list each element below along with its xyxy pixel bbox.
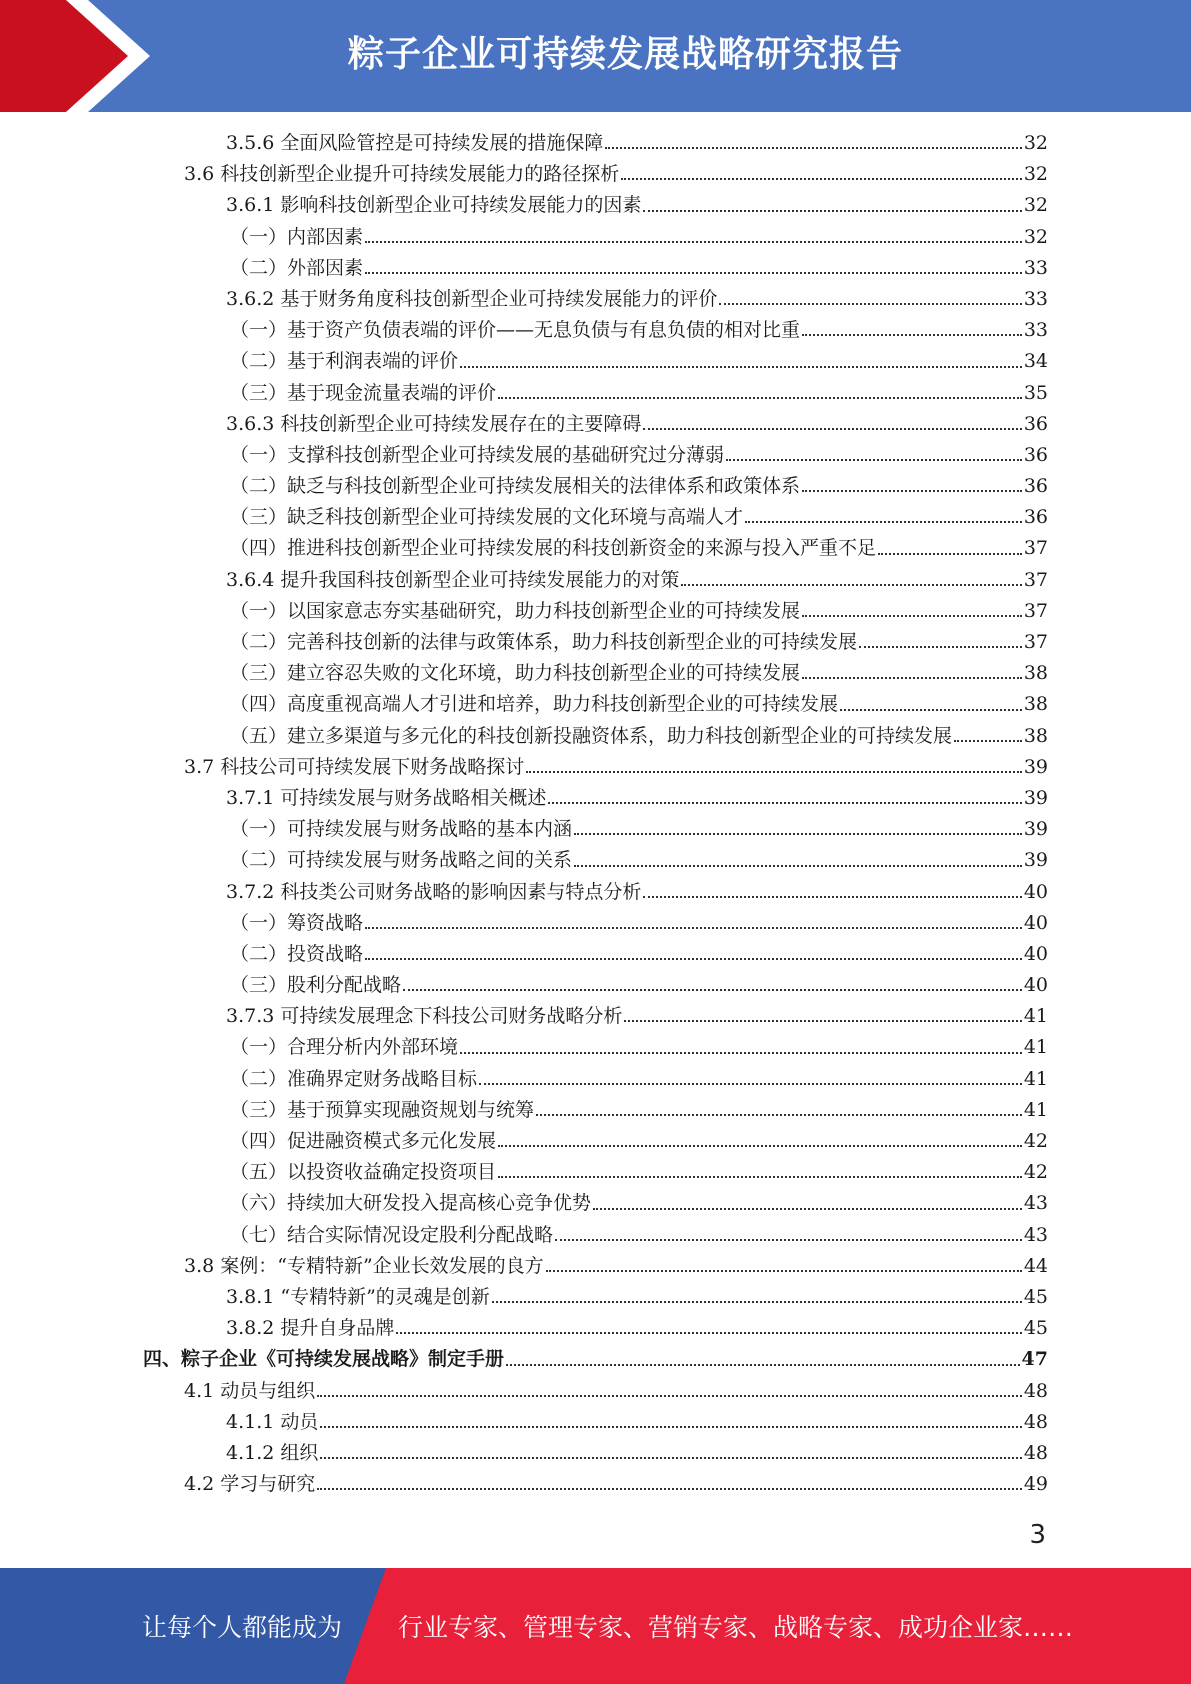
toc-entry-title: （一）可持续发展与财务战略的基本内涵 <box>230 818 573 841</box>
toc-dot-leader <box>498 1175 1022 1178</box>
toc-entry-title: 4.1 动员与组织 <box>184 1379 316 1402</box>
toc-dot-leader <box>859 645 1022 648</box>
toc-dot-leader <box>546 1269 1022 1272</box>
toc-entry-title: （二）准确界定财务战略目标 <box>230 1067 478 1090</box>
toc-entry-title: 4.1.1 动员 <box>226 1410 319 1433</box>
toc-entry-page: 43 <box>1023 1223 1048 1246</box>
toc-entry-title: （一）内部因素 <box>230 225 364 248</box>
toc-entry-title: 3.8.2 提升自身品牌 <box>226 1317 395 1340</box>
toc-entry-page: 34 <box>1023 350 1048 373</box>
toc-entry-page: 33 <box>1023 287 1048 310</box>
toc-dot-leader <box>643 895 1021 898</box>
toc-entry-page: 36 <box>1023 475 1048 498</box>
toc-entry-page: 33 <box>1023 319 1048 342</box>
toc-entry-title: （四）推进科技创新型企业可持续发展的科技创新资金的来源与投入严重不足 <box>230 537 877 560</box>
toc-entry[interactable] <box>0 284 1191 315</box>
toc-entry[interactable] <box>0 970 1191 1001</box>
toc-dot-leader <box>365 271 1022 274</box>
toc-entry-page: 40 <box>1023 911 1048 934</box>
toc-dot-leader <box>526 770 1022 773</box>
toc-entry[interactable] <box>0 440 1191 471</box>
toc-entry[interactable] <box>0 1251 1191 1282</box>
toc-entry-page: 36 <box>1023 412 1048 435</box>
toc-entry[interactable] <box>0 1095 1191 1126</box>
toc-dot-leader <box>365 926 1022 929</box>
toc-entry-title: （四）高度重视高端人才引进和培养，助力科技创新型企业的可持续发展 <box>230 693 839 716</box>
toc-dot-leader <box>605 146 1021 149</box>
toc-entry-title: （一）支撑科技创新型企业可持续发展的基础研究过分薄弱 <box>230 443 725 466</box>
toc-entry-title: 3.8 案例：“专精特新”企业长效发展的良方 <box>184 1254 544 1277</box>
toc-entry[interactable] <box>0 1126 1191 1157</box>
toc-dot-leader <box>802 614 1022 617</box>
toc-entry[interactable] <box>0 222 1191 253</box>
toc-entry-page: 48 <box>1023 1410 1048 1433</box>
toc-entry-page: 41 <box>1023 1067 1048 1090</box>
toc-entry-title: （三）缺乏科技创新型企业可持续发展的文化环境与高端人才 <box>230 506 744 529</box>
toc-entry[interactable] <box>0 1376 1191 1407</box>
toc-dot-leader <box>593 1207 1022 1210</box>
toc-entry[interactable] <box>0 689 1191 720</box>
report-title: 粽子企业可持续发展战略研究报告 <box>347 34 903 75</box>
toc-entry[interactable] <box>0 1064 1191 1095</box>
toc-entry-title: （二）缺乏与科技创新型企业可持续发展相关的法律体系和政策体系 <box>230 475 801 498</box>
toc-entry[interactable] <box>0 721 1191 752</box>
toc-entry-title: （二）基于利润表端的评价 <box>230 350 459 373</box>
toc-entry-page: 32 <box>1023 132 1048 154</box>
toc-dot-leader <box>878 552 1022 555</box>
toc-entry-page: 32 <box>1023 194 1048 217</box>
toc-entry[interactable] <box>0 908 1191 939</box>
toc-entry-title: 3.6 科技创新型企业提升可持续发展能力的路径探析 <box>184 163 620 186</box>
toc-dot-leader <box>745 520 1022 523</box>
toc-entry-title: （三）股利分配战略 <box>230 974 402 997</box>
toc-entry-page: 37 <box>1023 568 1048 591</box>
toc-dot-leader <box>403 988 1022 991</box>
toc-dot-leader <box>643 209 1021 212</box>
toc-dot-leader <box>498 396 1022 399</box>
toc-entry-title: 3.7.2 科技类公司财务战略的影响因素与特点分析 <box>226 880 642 903</box>
toc-entry[interactable] <box>0 783 1191 814</box>
toc-entry[interactable] <box>0 939 1191 970</box>
toc-entry-page: 39 <box>1023 786 1048 809</box>
toc-dot-leader <box>681 583 1021 586</box>
toc-entry-page: 45 <box>1023 1317 1048 1340</box>
page-number: 3 <box>1029 1520 1046 1550</box>
toc-dot-leader <box>396 1331 1021 1334</box>
toc-entry-title: （一）合理分析内外部环境 <box>230 1036 459 1059</box>
footer-slogan-left: 让每个人都能成为 <box>142 1613 343 1642</box>
toc-dot-leader <box>624 1019 1021 1022</box>
toc-entry-page: 38 <box>1023 662 1048 685</box>
toc-dot-leader <box>574 832 1022 835</box>
toc-dot-leader <box>365 240 1022 243</box>
toc-entry-title: 3.6.2 基于财务角度科技创新型企业可持续发展能力的评价 <box>226 287 718 310</box>
table-of-contents <box>0 128 1191 1500</box>
toc-entry[interactable] <box>0 346 1191 377</box>
toc-dot-leader <box>954 739 1022 742</box>
toc-entry[interactable] <box>0 1407 1191 1438</box>
toc-dot-leader <box>574 864 1022 867</box>
toc-entry[interactable] <box>0 752 1191 783</box>
toc-dot-leader <box>840 708 1022 711</box>
toc-entry-page: 39 <box>1023 818 1048 841</box>
toc-entry-title: （四）促进融资模式多元化发展 <box>230 1130 497 1152</box>
toc-entry[interactable] <box>0 1438 1191 1469</box>
toc-entry-page: 48 <box>1023 1441 1048 1464</box>
toc-entry-page: 42 <box>1023 1161 1048 1184</box>
page-footer <box>0 1568 1191 1684</box>
toc-entry-title: 3.8.1 “专精特新”的灵魂是创新 <box>226 1285 490 1308</box>
toc-entry[interactable] <box>0 471 1191 502</box>
toc-dot-leader <box>460 1051 1022 1054</box>
toc-entry-page: 37 <box>1023 599 1048 622</box>
toc-entry-title: （二）可持续发展与财务战略之间的关系 <box>230 849 573 872</box>
toc-entry-title: （七）结合实际情况设定股利分配战略 <box>230 1223 554 1246</box>
toc-entry[interactable] <box>0 1157 1191 1188</box>
toc-entry-page: 40 <box>1023 974 1048 997</box>
toc-entry[interactable] <box>0 1188 1191 1219</box>
toc-entry[interactable] <box>0 627 1191 658</box>
toc-entry[interactable] <box>0 378 1191 409</box>
toc-entry-page: 32 <box>1023 163 1048 186</box>
toc-entry-title: （二）外部因素 <box>230 256 364 279</box>
toc-dot-leader <box>802 333 1022 336</box>
toc-entry[interactable] <box>0 845 1191 876</box>
toc-dot-leader <box>317 1487 1022 1490</box>
toc-entry-title: （五）建立多渠道与多元化的科技创新投融资体系，助力科技创新型企业的可持续发展 <box>230 724 953 747</box>
toc-entry-page: 44 <box>1023 1254 1048 1277</box>
toc-entry-page: 41 <box>1023 1005 1048 1028</box>
toc-entry-title: （二）完善科技创新的法律与政策体系，助力科技创新型企业的可持续发展 <box>230 631 858 653</box>
toc-entry[interactable] <box>0 1344 1191 1375</box>
toc-entry[interactable] <box>0 658 1191 689</box>
toc-entry[interactable] <box>0 502 1191 533</box>
toc-dot-leader <box>320 1456 1021 1459</box>
toc-dot-leader <box>506 1363 1020 1366</box>
toc-entry-page: 39 <box>1023 755 1048 778</box>
toc-dot-leader <box>621 177 1022 180</box>
toc-entry-title: 3.5.6 全面风险管控是可持续发展的措施保障 <box>226 132 604 154</box>
toc-entry[interactable] <box>0 1032 1191 1063</box>
toc-entry-page: 37 <box>1023 537 1048 560</box>
toc-dot-leader <box>555 1238 1022 1241</box>
toc-dot-leader <box>498 1144 1022 1147</box>
toc-entry-title: （五）以投资收益确定投资项目 <box>230 1161 497 1184</box>
toc-entry-page: 33 <box>1023 256 1048 279</box>
toc-entry-title: （一）基于资产负债表端的评价——无息负债与有息负债的相对比重 <box>230 319 801 342</box>
toc-entry-page: 47 <box>1021 1348 1048 1371</box>
toc-entry[interactable] <box>0 1282 1191 1313</box>
toc-dot-leader <box>479 1082 1022 1085</box>
toc-dot-leader <box>548 801 1021 804</box>
toc-entry-page: 41 <box>1023 1036 1048 1059</box>
toc-entry-title: 3.7.1 可持续发展与财务战略相关概述 <box>226 786 547 809</box>
toc-entry-page: 37 <box>1023 631 1048 653</box>
toc-entry[interactable] <box>0 1001 1191 1032</box>
toc-dot-leader <box>320 1425 1021 1428</box>
toc-entry[interactable] <box>0 814 1191 845</box>
toc-entry-page: 35 <box>1023 381 1048 404</box>
toc-entry[interactable] <box>0 1313 1191 1344</box>
toc-dot-leader <box>719 302 1021 305</box>
toc-dot-leader <box>726 458 1022 461</box>
toc-entry-page: 40 <box>1023 880 1048 903</box>
toc-entry-title: 4.1.2 组织 <box>226 1441 319 1464</box>
toc-entry-page: 38 <box>1023 693 1048 716</box>
toc-entry-page: 36 <box>1023 506 1048 529</box>
toc-dot-leader <box>802 676 1022 679</box>
toc-entry[interactable] <box>0 596 1191 627</box>
toc-entry[interactable] <box>0 409 1191 440</box>
toc-entry-title: 3.7.3 可持续发展理念下科技公司财务战略分析 <box>226 1005 623 1028</box>
toc-entry[interactable] <box>0 190 1191 221</box>
toc-entry[interactable] <box>0 159 1191 190</box>
toc-dot-leader <box>643 427 1021 430</box>
toc-entry-page: 38 <box>1023 724 1048 747</box>
toc-entry[interactable] <box>0 1469 1191 1500</box>
toc-entry-page: 36 <box>1023 443 1048 466</box>
toc-entry-page: 49 <box>1023 1473 1048 1496</box>
toc-entry-title: 四、粽子企业《可持续发展战略》制定手册 <box>143 1348 505 1371</box>
toc-entry-page: 41 <box>1023 1098 1048 1121</box>
page-header <box>0 0 1191 112</box>
toc-entry-page: 42 <box>1023 1130 1048 1152</box>
toc-entry[interactable] <box>0 565 1191 596</box>
toc-entry[interactable] <box>0 1220 1191 1251</box>
toc-dot-leader <box>365 957 1022 960</box>
toc-entry-title: 3.6.1 影响科技创新型企业可持续发展能力的因素 <box>226 194 642 217</box>
toc-entry-title: 3.7 科技公司可持续发展下财务战略探讨 <box>184 755 525 778</box>
toc-entry-title: （三）基于现金流量表端的评价 <box>230 381 497 404</box>
toc-entry-title: （一）筹资战略 <box>230 911 364 934</box>
toc-entry-page: 43 <box>1023 1192 1048 1215</box>
toc-entry-page: 45 <box>1023 1285 1048 1308</box>
toc-entry-page: 39 <box>1023 849 1048 872</box>
toc-entry[interactable] <box>0 128 1191 159</box>
toc-entry-title: （三）建立容忍失败的文化环境，助力科技创新型企业的可持续发展 <box>230 662 801 685</box>
toc-entry[interactable] <box>0 315 1191 346</box>
footer-slogan-right: 行业专家、管理专家、营销专家、战略专家、成功企业家…… <box>398 1613 1074 1642</box>
toc-entry[interactable] <box>0 253 1191 284</box>
toc-entry-page: 48 <box>1023 1379 1048 1402</box>
toc-dot-leader <box>536 1113 1022 1116</box>
toc-entry-title: 3.6.3 科技创新型企业可持续发展存在的主要障碍 <box>226 412 642 435</box>
toc-dot-leader <box>492 1300 1022 1303</box>
toc-entry-title: 3.6.4 提升我国科技创新型企业可持续发展能力的对策 <box>226 568 680 591</box>
toc-entry[interactable] <box>0 533 1191 564</box>
toc-entry-title: （二）投资战略 <box>230 942 364 965</box>
toc-entry-title: （六）持续加大研发投入提高核心竞争优势 <box>230 1192 592 1215</box>
toc-entry-page: 40 <box>1023 942 1048 965</box>
toc-entry-title: （一）以国家意志夯实基础研究，助力科技创新型企业的可持续发展 <box>230 599 801 622</box>
toc-entry[interactable] <box>0 877 1191 908</box>
toc-entry-title: 4.2 学习与研究 <box>184 1473 316 1496</box>
toc-entry-title: （三）基于预算实现融资规划与统筹 <box>230 1098 535 1121</box>
toc-dot-leader <box>802 489 1022 492</box>
toc-dot-leader <box>460 365 1022 368</box>
toc-entry-page: 32 <box>1023 225 1048 248</box>
toc-dot-leader <box>317 1394 1022 1397</box>
